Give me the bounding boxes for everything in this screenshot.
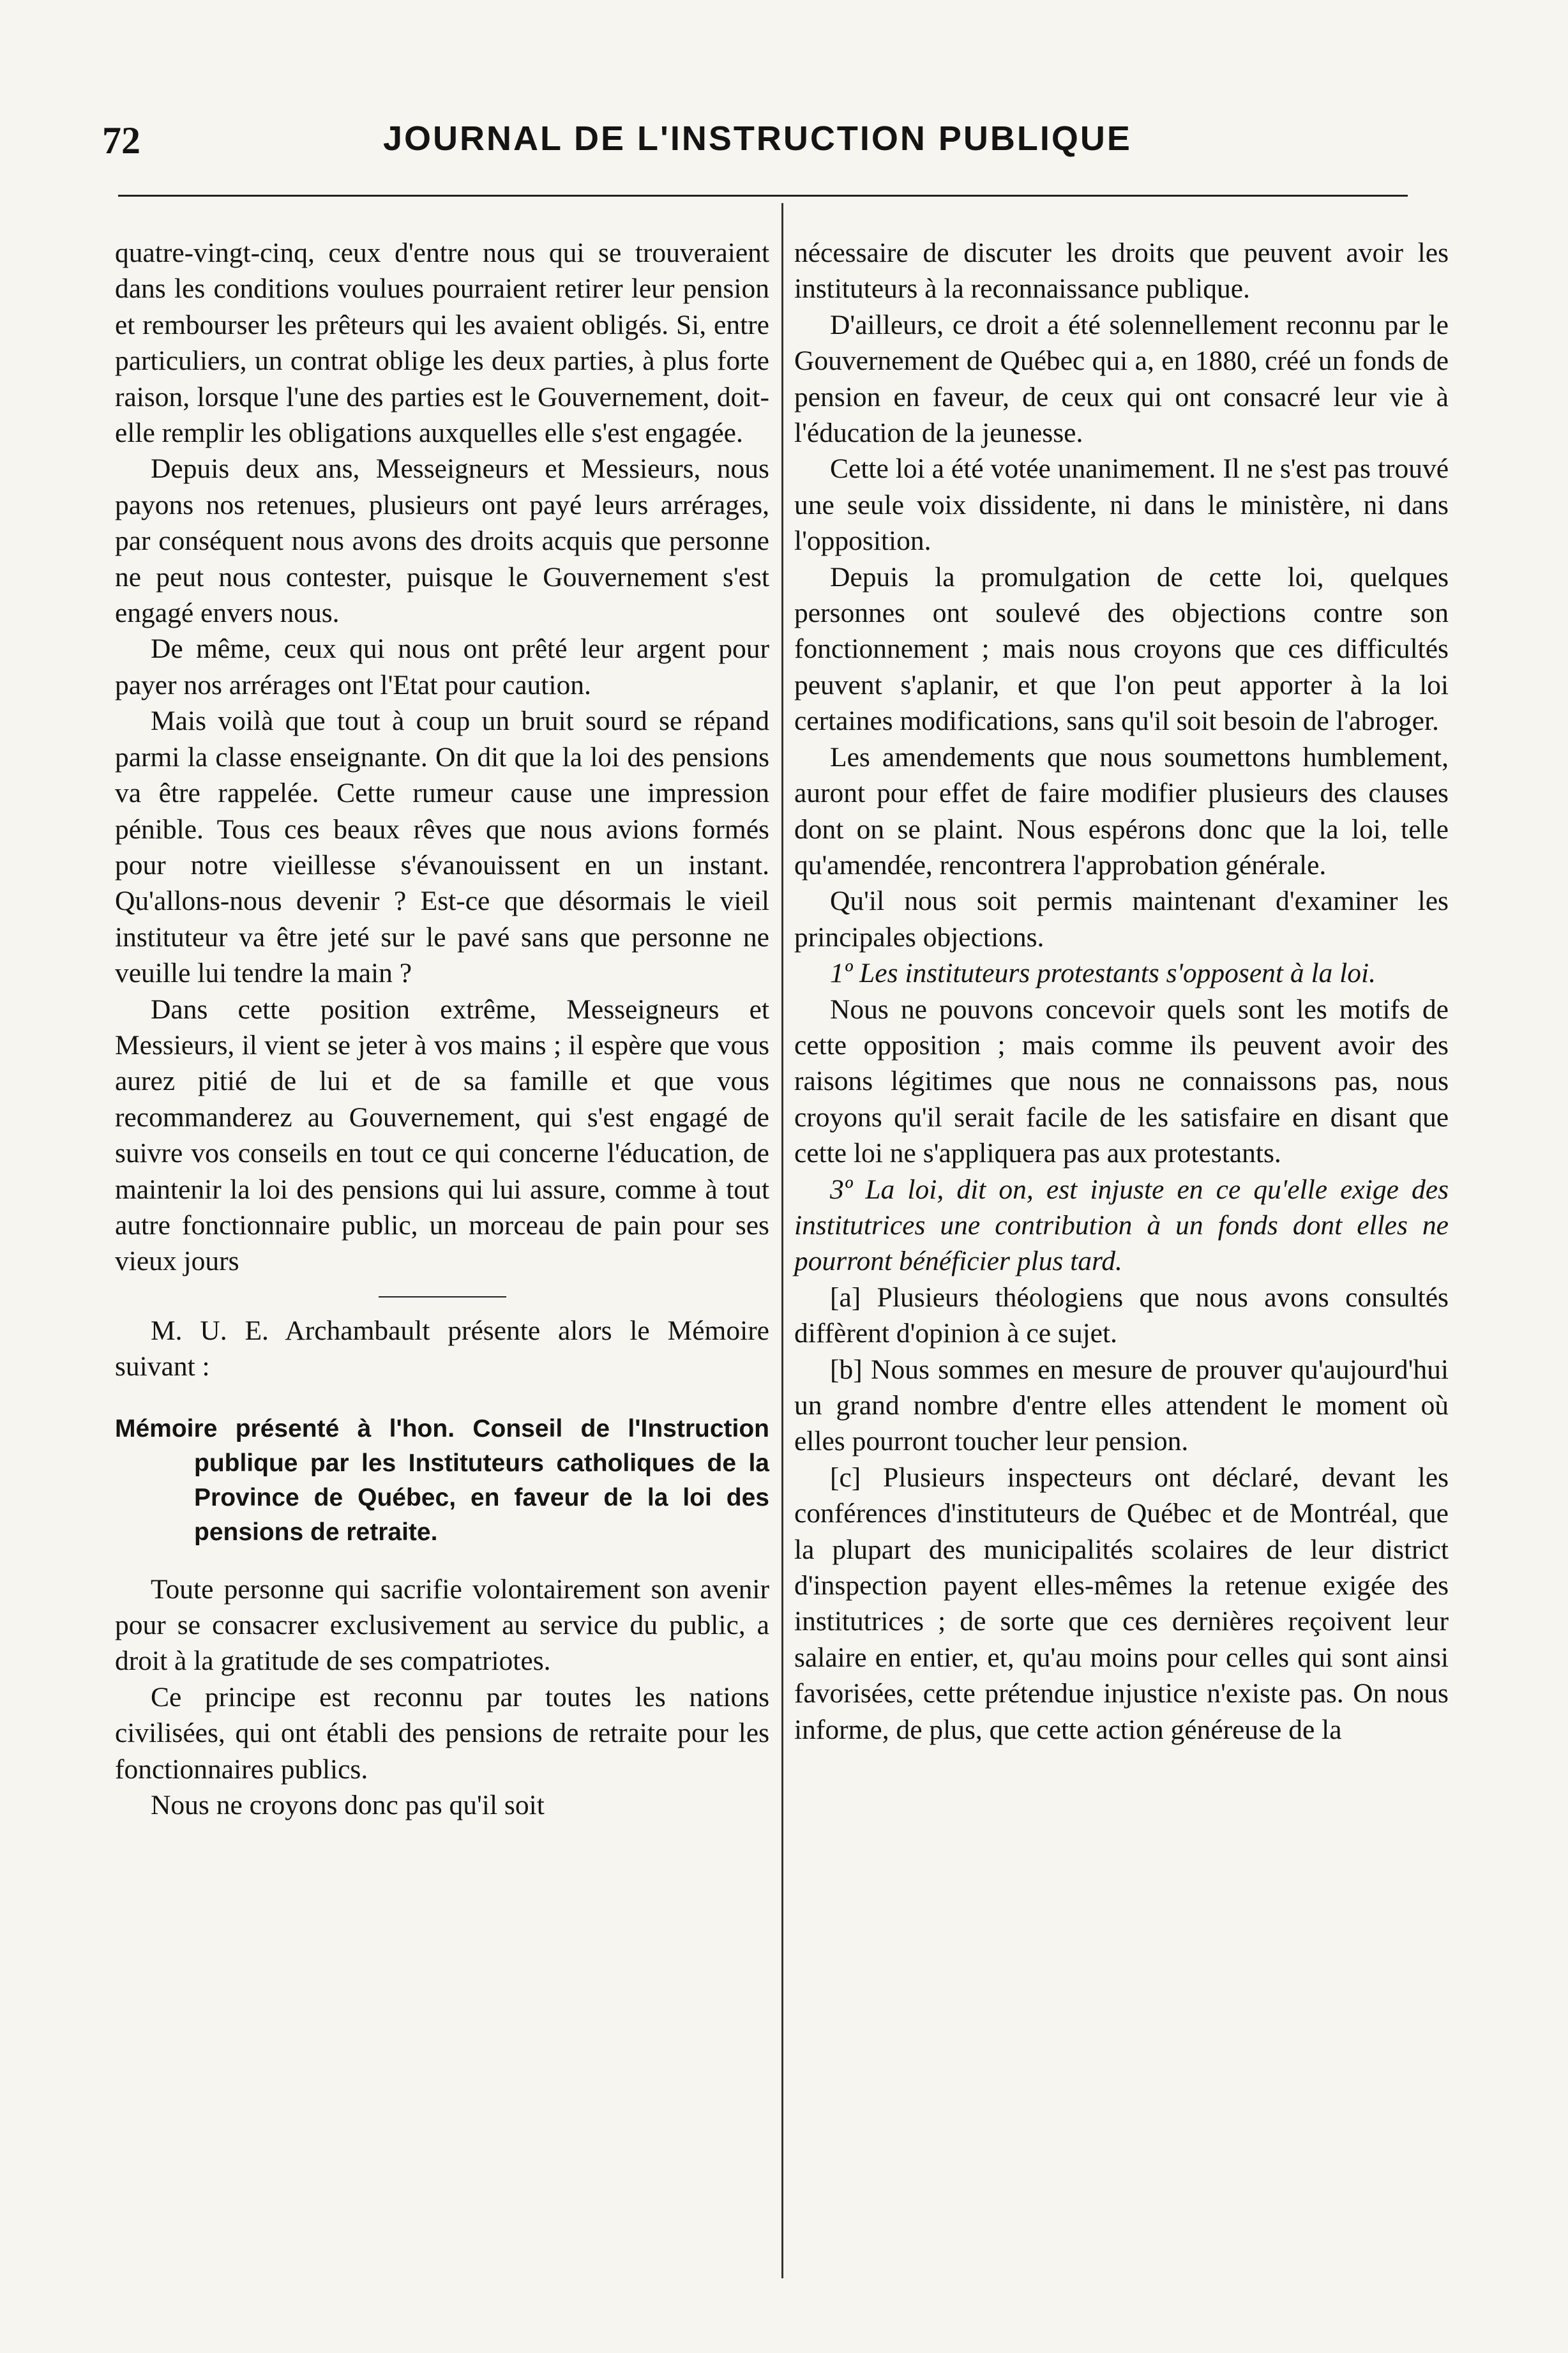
header-rule xyxy=(118,195,1408,197)
paragraph: Depuis la promulgation de cette loi, quelques personnes ont soulevé des objections contre son fonctionnement ; mais nous croyons que ces difficultés peuvent s'aplanir, et que l'on peut apporter à la loi certaines modifications, sans qu'il soit besoin de l'abroger. xyxy=(794,561,1449,737)
paragraph: Depuis deux ans, Messeigneurs et Messieurs, nous payons nos retenues, plusieurs ont payé leurs arrérages, par conséquent nous avons des droits acquis que personne ne peut nous contester, puisque le Gouvernement s'est engagé envers nous. xyxy=(115,453,769,629)
paragraph: Dans cette position extrême, Messeigneurs et Messieurs, il vient se jeter à vos mains ; il espère que vous aurez pitié de lui et de sa famille et que vous recommanderez au Gouvernement, qui s'est engagé de suivre vos conseils en tout ce qui concerne l'éducation, de maintenir la loi des pensions qui lui assure, comme à tout autre fonctionnaire public, un morceau de pain pour ses vieux jours xyxy=(115,994,769,1277)
paragraph: Cette loi a été votée unanimement. Il ne s'est pas trouvé une seule voix dissidente, ni dans le ministère, ni dans l'opposition. xyxy=(794,453,1449,557)
paragraph: Les amendements que nous soumettons humblement, auront pour effet de faire modifier plusieurs des clauses dont on se plaint. Nous espérons donc que la loi, telle qu'amendée, rencontrera l'approbation générale. xyxy=(794,741,1449,881)
paragraph: Nous ne pouvons concevoir quels sont les motifs de cette opposition ; mais comme ils peuvent avoir des raisons légitimes que nous ne connaissons pas, nous croyons qu'il serait facile de les satisfaire en disant que cette loi ne s'appliquera pas aux protestants. xyxy=(794,994,1449,1169)
left-column xyxy=(115,235,769,1823)
right-column xyxy=(794,235,1449,1748)
objection-heading: 3º La loi, dit on, est injuste en ce qu'elle exige des institutrices une contribution à un fonds dont elles ne pourront bénéficier plus tard. xyxy=(794,1174,1449,1277)
paragraph: Ce principe est reconnu par toutes les nations civilisées, qui ont établi des pensions de retraite pour les fonctionnaires publics. xyxy=(115,1681,769,1785)
running-title: JOURNAL DE L'INSTRUCTION PUBLIQUE xyxy=(383,119,1132,158)
separator-rule xyxy=(379,1296,506,1298)
paragraph: quatre-vingt-cinq, ceux d'entre nous qui se trouveraient dans les conditions voulues pourraient retirer leur pension et rembourser les prêteurs qui les avaient obligés. Si, entre particuliers, un contrat oblige les deux parties, à plus forte raison, lorsque l'une des parties est le Gouvernement, doit-elle remplir les obligations auxquelles elle s'est engagée. xyxy=(115,238,769,449)
paragraph: Nous ne croyons donc pas qu'il soit xyxy=(151,1790,545,1821)
paragraph: [b] Nous sommes en mesure de prouver qu'aujourd'hui un grand nombre d'entre elles attendent le moment où elles pourront toucher leur pension. xyxy=(794,1354,1449,1457)
paragraph: Mais voilà que tout à coup un bruit sourd se répand parmi la classe enseignante. On dit que la loi des pensions va être rappelée. Cette rumeur cause une impression pénible. Tous ces beaux rêves que nous avions formés pour notre vieillesse s'évanouissent en un instant. Qu'allons-nous devenir ? Est-ce que désormais le vieil instituteur va être jeté sur le pavé sans que personne ne veuille lui tendre la main ? xyxy=(115,706,769,989)
paragraph: M. U. E. Archambault présente alors le Mémoire suivant : xyxy=(115,1315,769,1382)
paragraph: nécessaire de discuter les droits que peuvent avoir les instituteurs à la reconnaissance publique. xyxy=(794,238,1449,305)
paragraph: Qu'il nous soit permis maintenant d'examiner les principales objections. xyxy=(794,886,1449,953)
paragraph: De même, ceux qui nous ont prêté leur argent pour payer nos arrérages ont l'Etat pour caution. xyxy=(115,633,769,700)
paragraph: D'ailleurs, ce droit a été solennellement reconnu par le Gouvernement de Québec qui a, en 1880, créé un fonds de pension en faveur, de ceux qui ont consacré leur vie à l'éducation de la jeunesse. xyxy=(794,309,1449,449)
paragraph: [c] Plusieurs inspecteurs ont déclaré, devant les conférences d'instituteurs de Québec et de Montréal, que la plupart des municipalités scolaires de leur district d'inspection payent elles-mêmes la retenue exigée des institutrices ; de sorte que ces dernières reçoivent leur salaire en entier, et, qu'au moins pour celles qui sont ainsi favorisées, cette prétendue injustice n'existe pas. On nous informe, de plus, que cette action généreuse de la xyxy=(794,1462,1449,1745)
memoire-heading: Mémoire présenté à l'hon. Conseil de l'Instruction publique par les Instituteurs catholiques de la Province de Québec, en faveur de la loi des pensions de retraite. xyxy=(115,1414,769,1546)
paragraph: [a] Plusieurs théologiens que nous avons consultés diffèrent d'opinion à ce sujet. xyxy=(794,1282,1449,1349)
objection-heading: 1º Les instituteurs protestants s'opposent à la loi. xyxy=(830,958,1376,989)
page-number: 72 xyxy=(102,119,140,162)
column-divider xyxy=(781,203,783,2278)
paragraph: Toute personne qui sacrifie volontairement son avenir pour se consacrer exclusivement au service du public, a droit à la gratitude de ses compatriotes. xyxy=(115,1573,769,1677)
